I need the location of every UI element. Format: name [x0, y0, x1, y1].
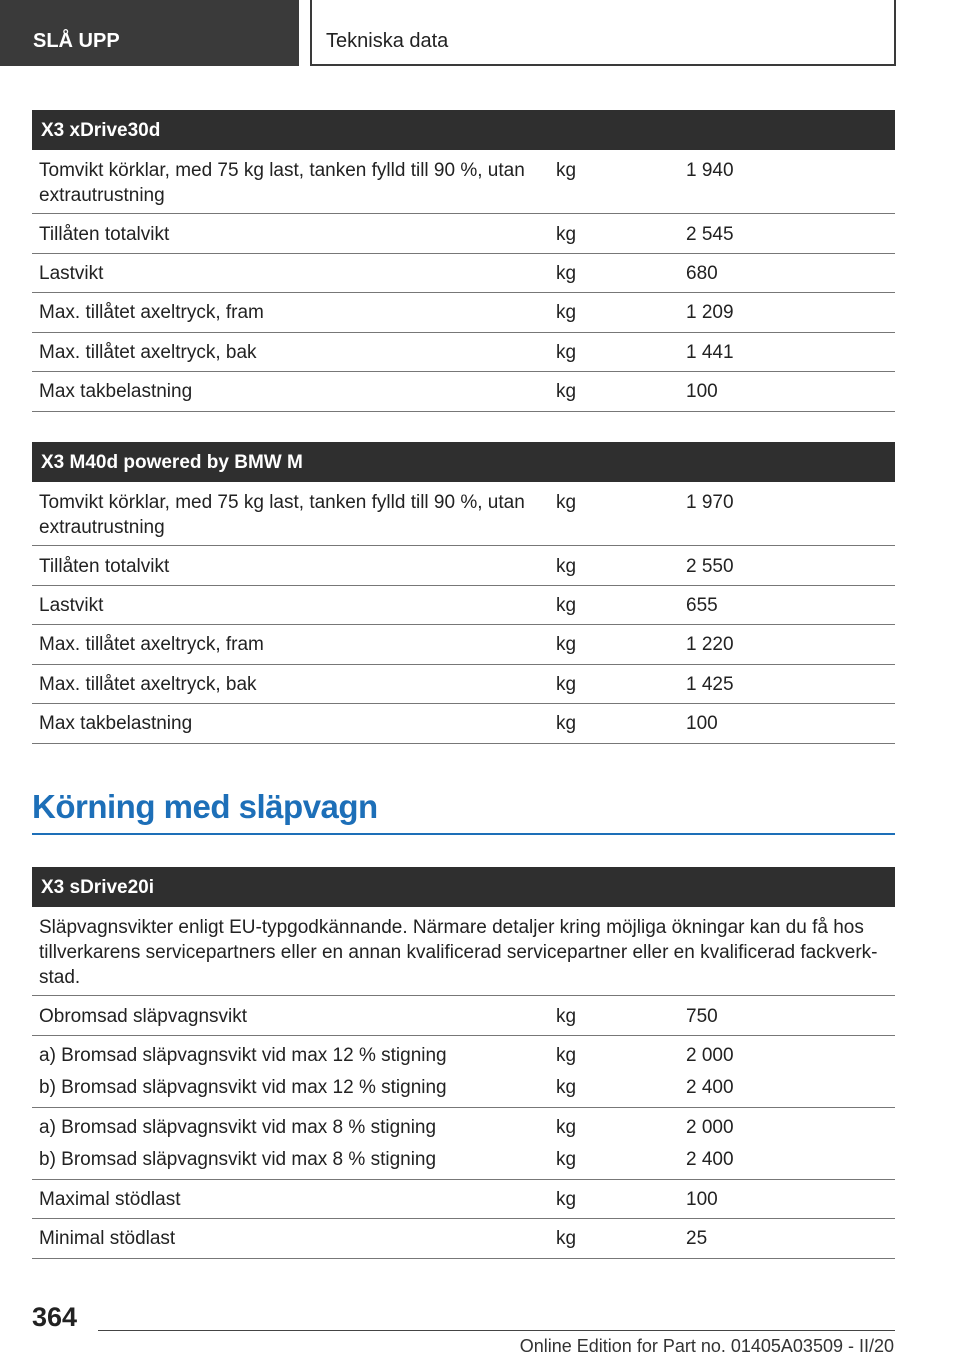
- row-unit: kg: [556, 302, 577, 323]
- row-label: Max. tillåtet axeltryck, bak: [39, 342, 257, 363]
- row-value: 25: [686, 1228, 708, 1249]
- row-unit: kg: [556, 381, 577, 402]
- section-heading: [32, 788, 895, 835]
- row-label: Tillåten totalvikt: [39, 556, 170, 577]
- row-value: 1 441: [686, 342, 734, 363]
- row-unit: kg: [556, 1077, 577, 1098]
- row-label: Tomvikt körklar, med 75 kg last, tanken fylld till 90 %, utan extrautrustning: [39, 160, 525, 206]
- row-label: Tomvikt körklar, med 75 kg last, tanken fylld till 90 %, utan extrautrustning: [39, 492, 525, 538]
- row-value: 1 220: [686, 634, 734, 655]
- table-title: X3 xDrive30d: [32, 110, 895, 150]
- row-unit: kg: [556, 556, 577, 577]
- row-value: 1 209: [686, 302, 734, 323]
- page-header: [0, 0, 960, 66]
- section-tab-label: SLÅ UPP: [33, 30, 120, 52]
- row-unit: kg: [556, 160, 577, 181]
- row-unit: kg: [556, 1149, 577, 1170]
- row-unit: kg: [556, 595, 577, 616]
- section-tab[interactable]: [0, 0, 299, 66]
- table-row: [32, 586, 895, 625]
- row-value: 2 545: [686, 224, 734, 245]
- table-row: [32, 372, 895, 412]
- row-value: 1 970: [686, 492, 734, 513]
- row-label: Maximal stödlast: [39, 1189, 181, 1210]
- row-value: 2 400: [686, 1077, 734, 1098]
- table-row: [32, 150, 895, 214]
- row-unit: kg: [556, 492, 577, 513]
- row-label: Max. tillåtet axeltryck, fram: [39, 634, 264, 655]
- row-value: 2 400: [686, 1149, 734, 1170]
- row-unit: kg: [556, 263, 577, 284]
- table-row: [32, 333, 895, 372]
- row-value: 1 425: [686, 674, 734, 695]
- row-unit: kg: [556, 1045, 577, 1066]
- table-row: [32, 214, 895, 254]
- row-value: 680: [686, 263, 718, 284]
- row-label: b) Bromsad släpvagnsvikt vid max 8 % stigning: [39, 1149, 437, 1170]
- row-value: 2 000: [686, 1117, 734, 1138]
- row-unit: kg: [556, 1228, 577, 1249]
- chapter-tab-label: Tekniska data: [326, 30, 449, 52]
- row-value: 100: [686, 713, 718, 734]
- row-label: Max takbelastning: [39, 713, 193, 734]
- trailer-table-sdrive20i: [32, 867, 895, 1259]
- row-unit: kg: [556, 342, 577, 363]
- edition-note: Online Edition for Part no. 01405A03509 - II/20: [519, 1336, 894, 1356]
- row-label: Tillåten totalvikt: [39, 224, 170, 245]
- page-number: 364: [32, 1302, 78, 1332]
- row-label: Obromsad släpvagnsvikt: [39, 1006, 248, 1027]
- row-value: 100: [686, 1189, 718, 1210]
- row-label: Lastvikt: [39, 263, 104, 284]
- table-row: [32, 254, 895, 293]
- table-row: [32, 1180, 895, 1219]
- section-heading-text: Körning med släpvagn: [32, 788, 378, 825]
- table-row: [32, 1108, 895, 1180]
- row-unit: kg: [556, 1189, 577, 1210]
- table-row: [32, 996, 895, 1036]
- row-unit: kg: [556, 634, 577, 655]
- table-row: [32, 625, 895, 665]
- row-label: Max. tillåtet axeltryck, bak: [39, 674, 257, 695]
- spec-table-m40d: [32, 442, 895, 744]
- table-row: [32, 1036, 895, 1108]
- row-value: 655: [686, 595, 718, 616]
- row-value: 2 000: [686, 1045, 734, 1066]
- table-note: Släpvagnsvikter enligt EU-typgodkännande. Närmare detaljer kring möjliga ökningar kan du få hos tillverkarens servicepartners eller en annan kvalificerad servicepartner eller en kvalificerad fackverk-stad.: [32, 907, 895, 996]
- row-unit: kg: [556, 1006, 577, 1027]
- table-row: [32, 482, 895, 546]
- row-value: 100: [686, 381, 718, 402]
- row-label: Max. tillåtet axeltryck, fram: [39, 302, 264, 323]
- row-label: b) Bromsad släpvagnsvikt vid max 12 % stigning: [39, 1077, 447, 1098]
- row-value: 2 550: [686, 556, 734, 577]
- row-label: Minimal stödlast: [39, 1228, 176, 1249]
- row-unit: kg: [556, 1117, 577, 1138]
- row-label: a) Bromsad släpvagnsvikt vid max 12 % stigning: [39, 1045, 447, 1066]
- row-label: Lastvikt: [39, 595, 104, 616]
- table-title: X3 M40d powered by BMW M: [32, 442, 895, 482]
- row-label: Max takbelastning: [39, 381, 193, 402]
- chapter-tab[interactable]: [310, 0, 896, 66]
- table-title: X3 sDrive20i: [32, 867, 895, 907]
- table-row: [32, 1219, 895, 1259]
- row-value: 1 940: [686, 160, 734, 181]
- spec-table-xdrive30d: [32, 110, 895, 412]
- row-unit: kg: [556, 674, 577, 695]
- row-unit: kg: [556, 224, 577, 245]
- table-row: [32, 293, 895, 333]
- table-row: [32, 665, 895, 704]
- row-value: 750: [686, 1006, 718, 1027]
- row-unit: kg: [556, 713, 577, 734]
- table-row: [32, 546, 895, 586]
- footer-divider: [98, 1330, 895, 1331]
- table-row: [32, 704, 895, 744]
- row-label: a) Bromsad släpvagnsvikt vid max 8 % stigning: [39, 1117, 437, 1138]
